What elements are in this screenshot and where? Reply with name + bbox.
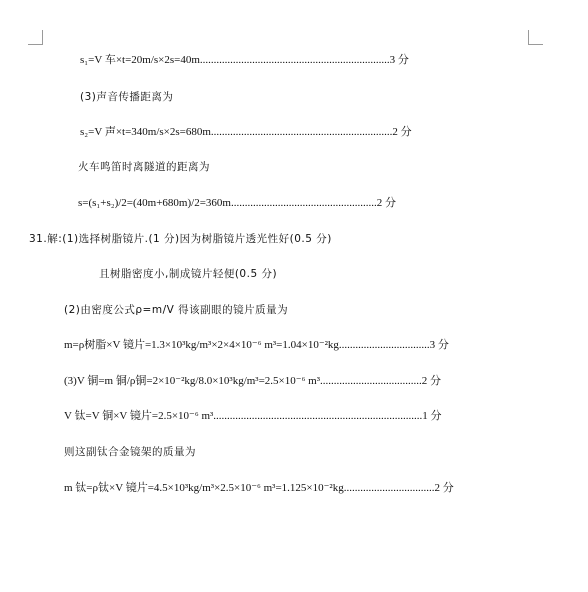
line-5: s=(s₁+s₂)/2=(40m+680m)/2=360m.....................................................2 分 [78,197,396,209]
line-4: 火车鸣笛时离隧道的距离为 [78,161,210,173]
line-13: m 钛=ρ钛×V 镜片=4.5×10³kg/m³×2.5×10⁻⁶ m³=1.125×10⁻²kg.................................2 分 [64,482,454,494]
page-corner-mark-top-left [28,30,43,45]
line-8: (2)由密度公式ρ=m/V 得该副眼的镜片质量为 [64,304,289,316]
line-6: 31.解:(1)选择树脂镜片.(1 分)因为树脂镜片透光性好(0.5 分) [29,233,332,245]
page-corner-mark-top-right [528,30,543,45]
line-9: m=ρ树脂×V 镜片=1.3×10³kg/m³×2×4×10⁻⁶ m³=1.04×10⁻²kg.................................3 分 [64,339,449,351]
line-10: (3)V 铜=m 铜/ρ铜=2×10⁻²kg/8.0×10³kg/m³=2.5×10⁻⁶ m³.....................................2 分 [64,375,442,387]
line-3: s₂=V 声×t=340m/s×2s=680m..................................................................2 分 [80,126,412,138]
line-11: V 钛=V 铜×V 镜片=2.5×10⁻⁶ m³............................................................................1 分 [64,410,442,422]
line-12: 则这副钛合金镜架的质量为 [64,446,196,458]
line-1: s₁=V 车×t=20m/s×2s=40m.....................................................................3 分 [80,54,409,66]
line-2: (3)声音传播距离为 [80,91,174,103]
line-7: 且树脂密度小,制成镜片轻便(0.5 分) [99,268,278,280]
